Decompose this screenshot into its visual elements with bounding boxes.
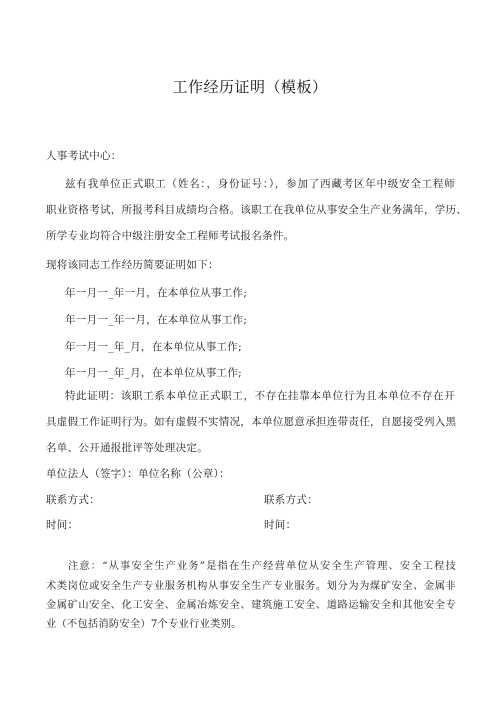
intro-line-1: 兹有我单位正式职工（姓名：，身份证号：），参加了西藏考区年中级安全工程师 — [65, 178, 455, 190]
history-item: 年一月一_年_月，在本单位从事工作; — [65, 367, 242, 379]
recipient-line: 人事考试中心： — [46, 150, 122, 162]
intro-line-3: 所学专业均符合中级注册安全工程师考试报名条件。 — [46, 230, 295, 242]
declaration-line-3: 名单、公开通报批评等处理决定。 — [46, 442, 208, 454]
declaration-line-2: 具虚假工作证明行为。如有虚假不实情况，本单位愿意承担连带责任，自愿接受列入黑 — [46, 416, 457, 428]
contact-left: 联系方式： — [46, 494, 100, 506]
contact-right: 联系方式： — [264, 494, 318, 506]
history-item: 年一月一_年一月，在本单位从事工作; — [65, 314, 248, 326]
note-line-2: 术类岗位或安全生产专业服务机构从事安全生产专业服务。划分为为煤矿安全、金属非 — [46, 581, 456, 592]
history-item: 年一月一_年_月，在本单位从事工作; — [65, 341, 242, 353]
time-left: 时间： — [46, 519, 79, 531]
time-right: 时间： — [264, 519, 297, 531]
intro-line-2: 职业资格考试，所报考科目成绩均合格。该职工在我单位从事安全生产业务满年，学历、 — [46, 204, 468, 216]
history-intro: 现将该同志工作经历简要证明如下： — [46, 259, 219, 271]
note-line-4: 业（不包括消防安全）7个专业行业类别。 — [46, 619, 242, 630]
declaration-line-1: 特此证明：该职工系本单位正式职工，不存在挂靠本单位行为且本单位不存在开 — [65, 390, 455, 402]
signature-line: 单位法人（签字）：单位名称（公章）： — [46, 468, 230, 480]
history-item: 年一月一_年一月，在本单位从事工作; — [65, 287, 248, 299]
document-title: 工作经历证明（模板） — [172, 78, 328, 96]
note-line-1: 注意：“从事安全生产业务”是指在生产经营单位从安全生产管理、安全工程技 — [68, 561, 456, 572]
note-line-3: 金属矿山安全、化工安全、金属冶炼安全、建筑施工安全、道路运输安全和其他安全专 — [46, 600, 456, 611]
